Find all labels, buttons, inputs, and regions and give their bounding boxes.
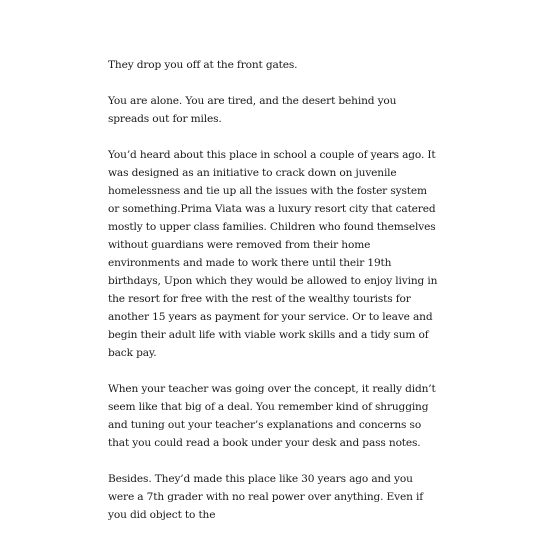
- paragraph-teacher: When your teacher was going over the concept, it really didn’t seem like that big of a deal. You remember kind of shrugging and tuning out your teacher’s explanations and concerns so that you could read a book under your desk and pass notes.: [108, 383, 436, 449]
- story-text: [108, 56, 438, 542]
- paragraph-background: You’d heard about this place in school a couple of years ago. It was designed as an initiative to crack down on juvenile homelessness and tie up all the issues with the foster system or something.Prima Viata was a luxury resort city that catered mostly to upper class families. Children who found themselves without guardians were removed from their home environments and made to work there until their 19th birthdays, Upon which they would be allowed to enjoy living in the resort for free with the rest of the wealthy tourists for another 15 years as payment for your service. Or to leave and begin their adult life with viable work skills and a tidy sum of back pay.: [108, 149, 438, 359]
- paragraph-alone: You are alone. You are tired, and the desert behind you spreads out for miles.: [108, 95, 397, 125]
- paragraph-arrival: They drop you off at the front gates.: [108, 59, 298, 71]
- paragraph-besides: Besides. They’d made this place like 30 years ago and you were a 7th grader with no real power over anything. Even if you did object to the: [108, 473, 423, 521]
